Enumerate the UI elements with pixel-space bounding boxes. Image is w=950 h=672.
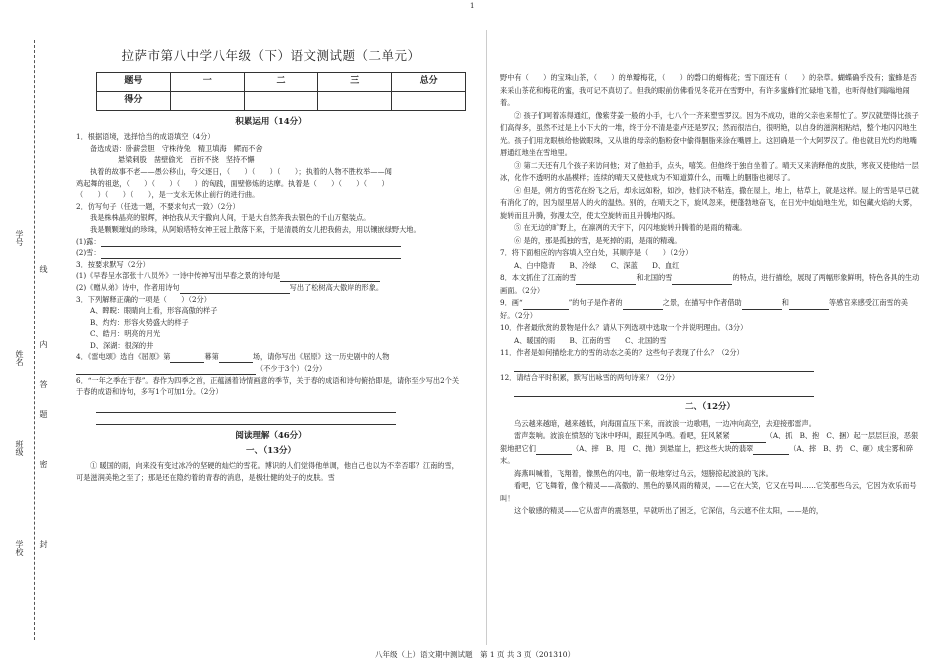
question-text: 和 bbox=[781, 298, 789, 307]
question-text bbox=[76, 282, 466, 294]
question-text: 4．《雷电颂》选自《屈原》第 bbox=[76, 352, 171, 362]
question-text bbox=[500, 272, 920, 297]
answer-blank[interactable] bbox=[96, 424, 396, 425]
passage-text: 野中有（ ）的宝珠山茶，（ ）的单瓣梅花，（ ）的磬口的蜡梅花；雪下面还有（ ）的杂草。蝴蝶确乎没有；蜜蜂是否来采山茶花和梅花的蜜，我可记不真切了。但我的眼前仿佛看见冬花开在雪野中，有许多蜜蜂们忙碌地飞着，也听得他们嗡嗡地闹着。 bbox=[500, 73, 917, 107]
passage-text: 雷声轰响。波浪在愤怒的飞沫中呼叫，跟狂风争鸣。看吧，狂风紧紧 bbox=[514, 431, 730, 440]
question-text: 和北国的雪 bbox=[636, 273, 673, 282]
passage-text: ② 孩子们呵着冻得通红，像紫芽姜一般的小手，七八个一齐来塑雪罗汉。因为不成功，谁的父亲也来帮忙了。罗汉就塑得比孩子们高得多，虽然不过是上小下大的一堆，终于分不清是壶卢还是罗汉；然而很洁白，很明艳，以自身的滋润相粘结，整个地闪闪地生光。孩子们用龙眼核给他做眼珠，又从谁的母亲的脂粉奁中偷得胭脂来涂在嘴唇上。这回确是一个大阿罗汉了。他也就目光灼灼地嘴唇通红地坐在雪地里。 bbox=[500, 110, 919, 157]
question-text: 幕第 bbox=[204, 352, 219, 362]
score-table-score-row bbox=[97, 91, 466, 110]
question-text: 等感官来感受江南雪的美好。（2分） bbox=[500, 298, 908, 320]
question-text: 写出了松树高大傲岸的形象。 bbox=[289, 282, 384, 292]
right-column bbox=[500, 72, 920, 518]
question-text: 6．“一年之季在于春”。春作为四季之首，正蕴涵着诗情画意的季节，关于春的成语和诗句俯拾即是，请你至少写出2个关于春的成语和诗句，多写1个可加1分。（2分） bbox=[76, 375, 460, 397]
answer-blank[interactable] bbox=[789, 309, 829, 310]
question-text: 10．作者最欣赏的景物是什么？请从下列选项中选取一个并说明理由。（3分） bbox=[500, 323, 748, 332]
passage-text: （A、摔 B、甩 C、抛）到悬崖上，把这些大块的翡翠 bbox=[571, 443, 754, 453]
question-text: 之景，在描写中作者借助 bbox=[662, 298, 742, 307]
score-cell: 得分 bbox=[97, 91, 171, 110]
question-text: 7．将下面相应的内容填入空白处，其顺序是（ ）（2分） bbox=[500, 248, 693, 257]
seal-char: 密 bbox=[39, 460, 48, 468]
passage-text: 看吧，它飞舞着，像个精灵——高傲的、黑色的暴风雨的精灵，——它在大笑，它又在号叫……它笑那些乌云，它因为欢乐而号叫！ bbox=[500, 481, 917, 503]
binding-label-class: 班级 bbox=[15, 440, 24, 456]
answer-blank[interactable] bbox=[514, 396, 814, 397]
question-text: 1．根据语境，选择恰当的成语填空（4分） bbox=[76, 132, 215, 142]
seal-char: 线 bbox=[39, 265, 48, 273]
passage-text: （A、摔 B、扔 C、砸）成尘雾和碎末。 bbox=[500, 443, 914, 465]
binding-label-student-id: 学号 bbox=[15, 230, 24, 246]
question-text: 12．请结合平时积累，默写出咏雪的两句诗来？（2分） bbox=[500, 373, 680, 382]
question-text bbox=[76, 270, 466, 282]
exam-title: 拉萨市第八中学八年级（下）语文测试题（二单元） bbox=[121, 48, 421, 63]
seal-char: 题 bbox=[39, 410, 48, 418]
question-text: 执着的故事不老——愚公移山，夸父逐日，（ ）（ ）（ ）；执着的人物不胜枚举——闻 bbox=[90, 166, 392, 176]
passage-text: ③ 第二天还有几个孩子来访问他；对了他拍手，点头，嘻笑。但他终于独自坐着了。晴天又来消释他的皮肤，寒夜又使他结一层冰，化作不透明的水晶模样；连续的晴天又使他成为不知道算什么，而嘴上的胭脂也褪尽了。 bbox=[500, 160, 919, 182]
answer-blank[interactable] bbox=[576, 284, 636, 285]
passage-text: 乌云越来越暗，越来越低，向海面直压下来，而波浪一边歌唱，一边冲向高空，去迎接那雷声。 bbox=[514, 418, 816, 428]
binding-label-school: 学校 bbox=[15, 540, 24, 556]
answer-line bbox=[500, 360, 920, 373]
seal-char: 答 bbox=[39, 380, 48, 388]
answer-label: (1)露： bbox=[76, 236, 101, 246]
answer-blank[interactable] bbox=[753, 454, 789, 455]
subsection-heading: 二、（12分） bbox=[684, 402, 736, 412]
question-text: 场，请你写出《屈原》这一历史剧中的人物 bbox=[252, 352, 390, 362]
question-text: 9．画“ bbox=[500, 298, 523, 307]
score-cell: 一 bbox=[170, 72, 244, 91]
passage-text bbox=[500, 430, 920, 468]
question-text: ”的句子是作者的 bbox=[568, 298, 623, 307]
score-cell: 总分 bbox=[392, 72, 466, 91]
binding-label-name: 姓名 bbox=[15, 350, 24, 366]
question-text: 我是颗颗璀灿的珍珠，从阿娘塔特女神王冠上散落下来，于是清晨的女儿把我俯去，用以镶嵌绿野大地。 bbox=[90, 224, 421, 234]
score-cell: 二 bbox=[244, 72, 318, 91]
passage-text: 这个敏感的精灵——它从雷声的震怒里，早就听出了困乏，它深信，乌云遮不住太阳，——是的， bbox=[514, 506, 824, 515]
question-options: A、暖国的雨 B、江南的雪 C、北国的雪 bbox=[514, 335, 667, 345]
question-text: 8．本文抓住了江南的雪 bbox=[500, 273, 577, 282]
passage-text: ⑤ 在无边的旷野上，在凛冽的天宇下，闪闪地旋转升腾着的是雨的精魂。 bbox=[514, 223, 747, 232]
answer-blank[interactable] bbox=[623, 309, 663, 310]
score-cell bbox=[392, 91, 466, 110]
score-cell bbox=[244, 91, 318, 110]
score-table bbox=[96, 72, 466, 111]
page-footer: 八年级（上）语文期中测试题 第 1 页 共 3 页（201310） bbox=[374, 650, 576, 659]
passage-text: 海燕叫喊着，飞翔着，像黑色的闪电，箭一般地穿过乌云，翅膀掠起波浪的飞沫。 bbox=[514, 468, 773, 478]
question-text: 11．作者是如何描绘北方的雪的动态之美的？这些句子表现了什么？（2分） bbox=[500, 348, 744, 357]
passage-text: ④ 但是，朔方的雪花在纷飞之后，却永远如粉，如沙，他们决不粘连，撒在屋上，地上，枯草上，就是这样。屋上的雪是早已就有消化了的，因为屋里居人的火的温热。别的，在晴天之下，旋风忽来，便蓬勃地奋飞，在日光中灿灿地生光，如包藏火焰的大雾，旋转而且升腾，弥漫太空，使太空旋转而且升腾地闪烁。 bbox=[500, 185, 919, 220]
left-column bbox=[76, 50, 466, 483]
answer-blank[interactable] bbox=[730, 442, 766, 443]
answer-label: (2)雪： bbox=[76, 248, 101, 258]
idiom-options: 悬梁刺股 凿壁偷光 百折不挠 坚持不懈 bbox=[118, 155, 255, 165]
score-cell bbox=[318, 91, 392, 110]
answer-line bbox=[76, 402, 466, 414]
question-text: 鸡起舞的祖逖，（ ）（ ）（ ）的匈践，面壁修炼的达摩。执着是（ ）（ ）（ ） bbox=[76, 178, 389, 188]
option-c: C、皓月：明亮的月光 bbox=[90, 329, 161, 339]
score-cell: 三 bbox=[318, 72, 392, 91]
seal-char: 封 bbox=[39, 540, 48, 548]
score-cell bbox=[170, 91, 244, 110]
question-text bbox=[500, 297, 920, 322]
question-text: （不少于3个）（2分） bbox=[256, 364, 327, 374]
option-a: A、睥睨：眼睛向上看，形容高傲的样子 bbox=[90, 306, 218, 316]
question-text: （ ）（ ）（ ），是一支永无休止前行的进行曲。 bbox=[76, 190, 260, 200]
question-text: 3．按要求默写（2分） bbox=[76, 259, 150, 269]
answer-line bbox=[76, 413, 466, 425]
subsection-heading: 一、（13分） bbox=[245, 445, 297, 456]
section-heading: 阅读理解（46分） bbox=[235, 431, 307, 442]
answer-blank[interactable] bbox=[536, 454, 572, 455]
answer-blank[interactable] bbox=[523, 309, 569, 310]
passage-text: ① 暖国的雨，向来没有变过冰冷的坚硬的灿烂的雪花。博识的人们觉得他单调，他自己也以为不幸否耶？江南的雪，可是滋润美艳之至了；那是还在隐约着的青春的消息，是极壮健的处子的皮肤。雪 bbox=[76, 461, 459, 482]
answer-blank[interactable] bbox=[742, 309, 782, 310]
answer-line bbox=[500, 385, 920, 398]
answer-line-dew bbox=[76, 236, 466, 248]
question-options: A、白中隐青 B、冷绿 C、深蓝 D、血红 bbox=[514, 260, 680, 270]
question-text: 3．下列解释正确的一项是（ ）（2分） bbox=[76, 294, 211, 304]
score-cell: 题号 bbox=[97, 72, 171, 91]
question-text: 我是株株晶亮的银辉，神抬我从天宇撒向人间，于是大自然奔我去银色的千山万壑装点。 bbox=[90, 213, 371, 223]
answer-line-snow bbox=[76, 247, 466, 259]
page-number: 1 bbox=[470, 2, 475, 10]
option-b: B、灼灼：形容火势盛大的样子 bbox=[90, 317, 189, 327]
seal-char: 内 bbox=[39, 340, 48, 348]
section-heading: 积累运用（14分） bbox=[235, 116, 307, 127]
passage-text: （A、抓 B、抱 C、捆）起一层层巨浪，恶狠狠地把它们 bbox=[500, 431, 919, 453]
column-divider bbox=[486, 30, 487, 645]
question-text: 的特点，进行描绘，展现了两幅形象鲜明，特色各具的生动画面。（2分） bbox=[500, 273, 920, 295]
question-text bbox=[76, 351, 466, 363]
question-text: (2)《赠从弟》诗中，作者用诗句 bbox=[76, 282, 180, 292]
question-text: (1)《早春呈水部张十八员外》一诗中传神写出早春之景的诗句是 bbox=[76, 271, 281, 281]
question-text: 2．仿写句子（任选一题，不要求句式一致）（2分） bbox=[76, 201, 240, 211]
answer-blank[interactable] bbox=[672, 284, 732, 285]
option-d: D、深湖：很深的井 bbox=[90, 340, 154, 350]
passage-text: ⑥ 是的，那是孤独的雪，是死掉的雨，是雨的精魂。 bbox=[514, 235, 682, 245]
idiom-options: 备选成语：卧薪尝胆 守株待兔 精卫填海 鳏而不舍 bbox=[90, 143, 263, 153]
question-text bbox=[76, 363, 466, 375]
binding-cut-line bbox=[34, 40, 35, 640]
binding-margin bbox=[4, 40, 48, 640]
score-table-header-row bbox=[97, 72, 466, 91]
